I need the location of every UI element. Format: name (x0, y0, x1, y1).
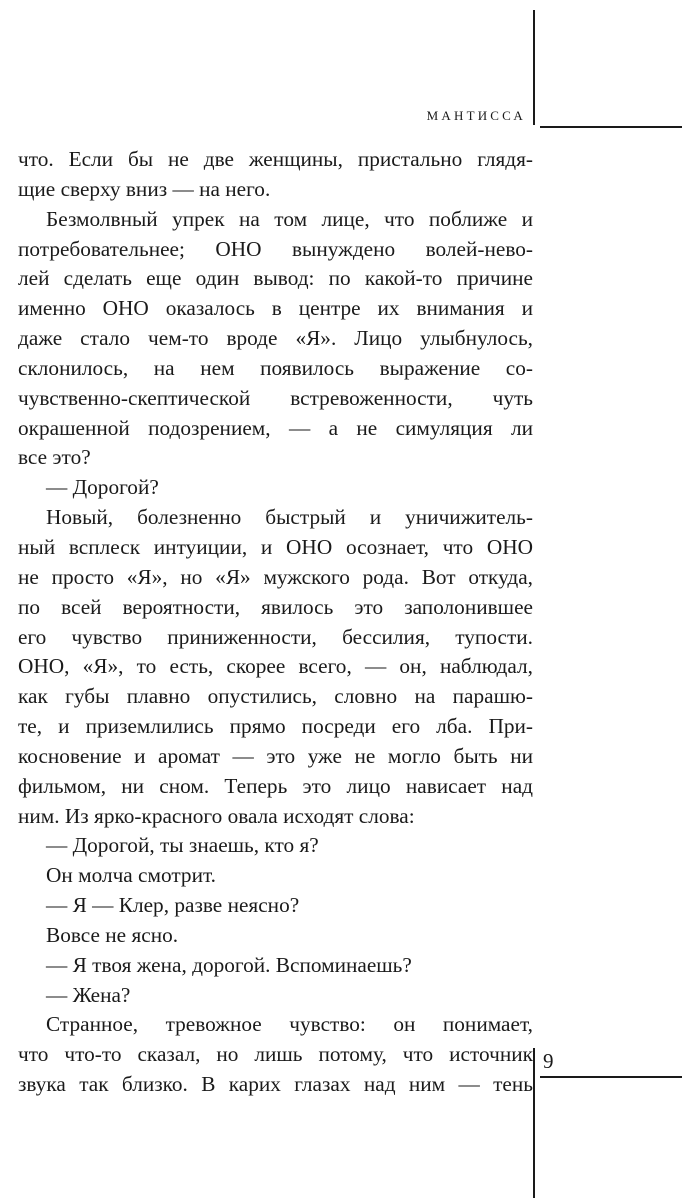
text-line: фильмом, ни сном. Теперь это лицо нависает над (18, 773, 533, 798)
text-line: все это? (18, 445, 91, 470)
text-line: Безмолвный упрек на том лице, что поближе и (46, 206, 533, 231)
text-line: его чувство приниженности, бессилия, тупости. (18, 624, 533, 649)
text-line: что. Если бы не две женщины, пристально глядя- (18, 147, 533, 171)
text-line: как губы плавно опустились, словно на парашю- (18, 684, 533, 709)
text-line: — Дорогой? (46, 475, 159, 500)
top-vertical-rule (533, 10, 535, 125)
text-line: звука так близко. В карих глазах над ним — тень (18, 1072, 533, 1097)
text-line: потребовательнее; ОНО вынуждено волей-нево- (18, 236, 533, 261)
text-line: Он молча смотрит. (46, 863, 217, 888)
text-line: чувственно-скептической встревоженности, чуть (18, 385, 533, 410)
text-line: косновение и аромат — это уже не могло быть ни (18, 743, 533, 768)
text-line: те, и приземлились прямо посреди его лба. При- (18, 714, 533, 739)
text-line: Новый, болезненно быстрый и уничижитель- (46, 505, 533, 530)
running-header: МАНТИССА (426, 108, 526, 123)
bottom-horizontal-rule (540, 1076, 682, 1078)
text-line: ный всплеск интуиции, и ОНО осознает, что ОНО (18, 534, 533, 559)
text-line: щие сверху вниз — на него. (18, 176, 271, 201)
text-line: — Я — Клер, разве неясно? (46, 893, 300, 918)
text-line: склонилось, на нем появилось выражение со- (18, 355, 533, 380)
page-number: 9 (543, 1049, 554, 1073)
text-line: — Я твоя жена, дорогой. Вспоминаешь? (46, 952, 412, 977)
text-line: даже стало чем-то вроде «Я». Лицо улыбнулось, (18, 326, 533, 351)
text-line: ОНО, «Я», то есть, скорее всего, — он, наблюдал, (18, 654, 533, 679)
text-line: не просто «Я», но «Я» мужского рода. Вот откуда, (18, 564, 533, 589)
text-line: Странное, тревожное чувство: он понимает, (46, 1012, 533, 1037)
body-text (18, 145, 533, 1100)
text-line: по всей вероятности, явилось это заполонившее (18, 594, 533, 619)
text-line: окрашенной подозрением, — а не симуляция ли (18, 415, 533, 440)
text-line: ним. Из ярко-красного овала исходят слова: (18, 803, 415, 828)
text-line: что что-то сказал, но лишь потому, что источник (18, 1042, 533, 1067)
top-horizontal-rule (540, 126, 682, 128)
text-line: именно ОНО оказалось в центре их внимания и (18, 296, 533, 321)
bottom-vertical-rule (533, 1048, 535, 1198)
text-line: — Дорогой, ты знаешь, кто я? (46, 833, 319, 858)
text-line: — Жена? (46, 982, 131, 1007)
text-line: лей сделать еще один вывод: по какой-то причине (18, 266, 533, 291)
text-line: Вовсе не ясно. (46, 922, 179, 947)
